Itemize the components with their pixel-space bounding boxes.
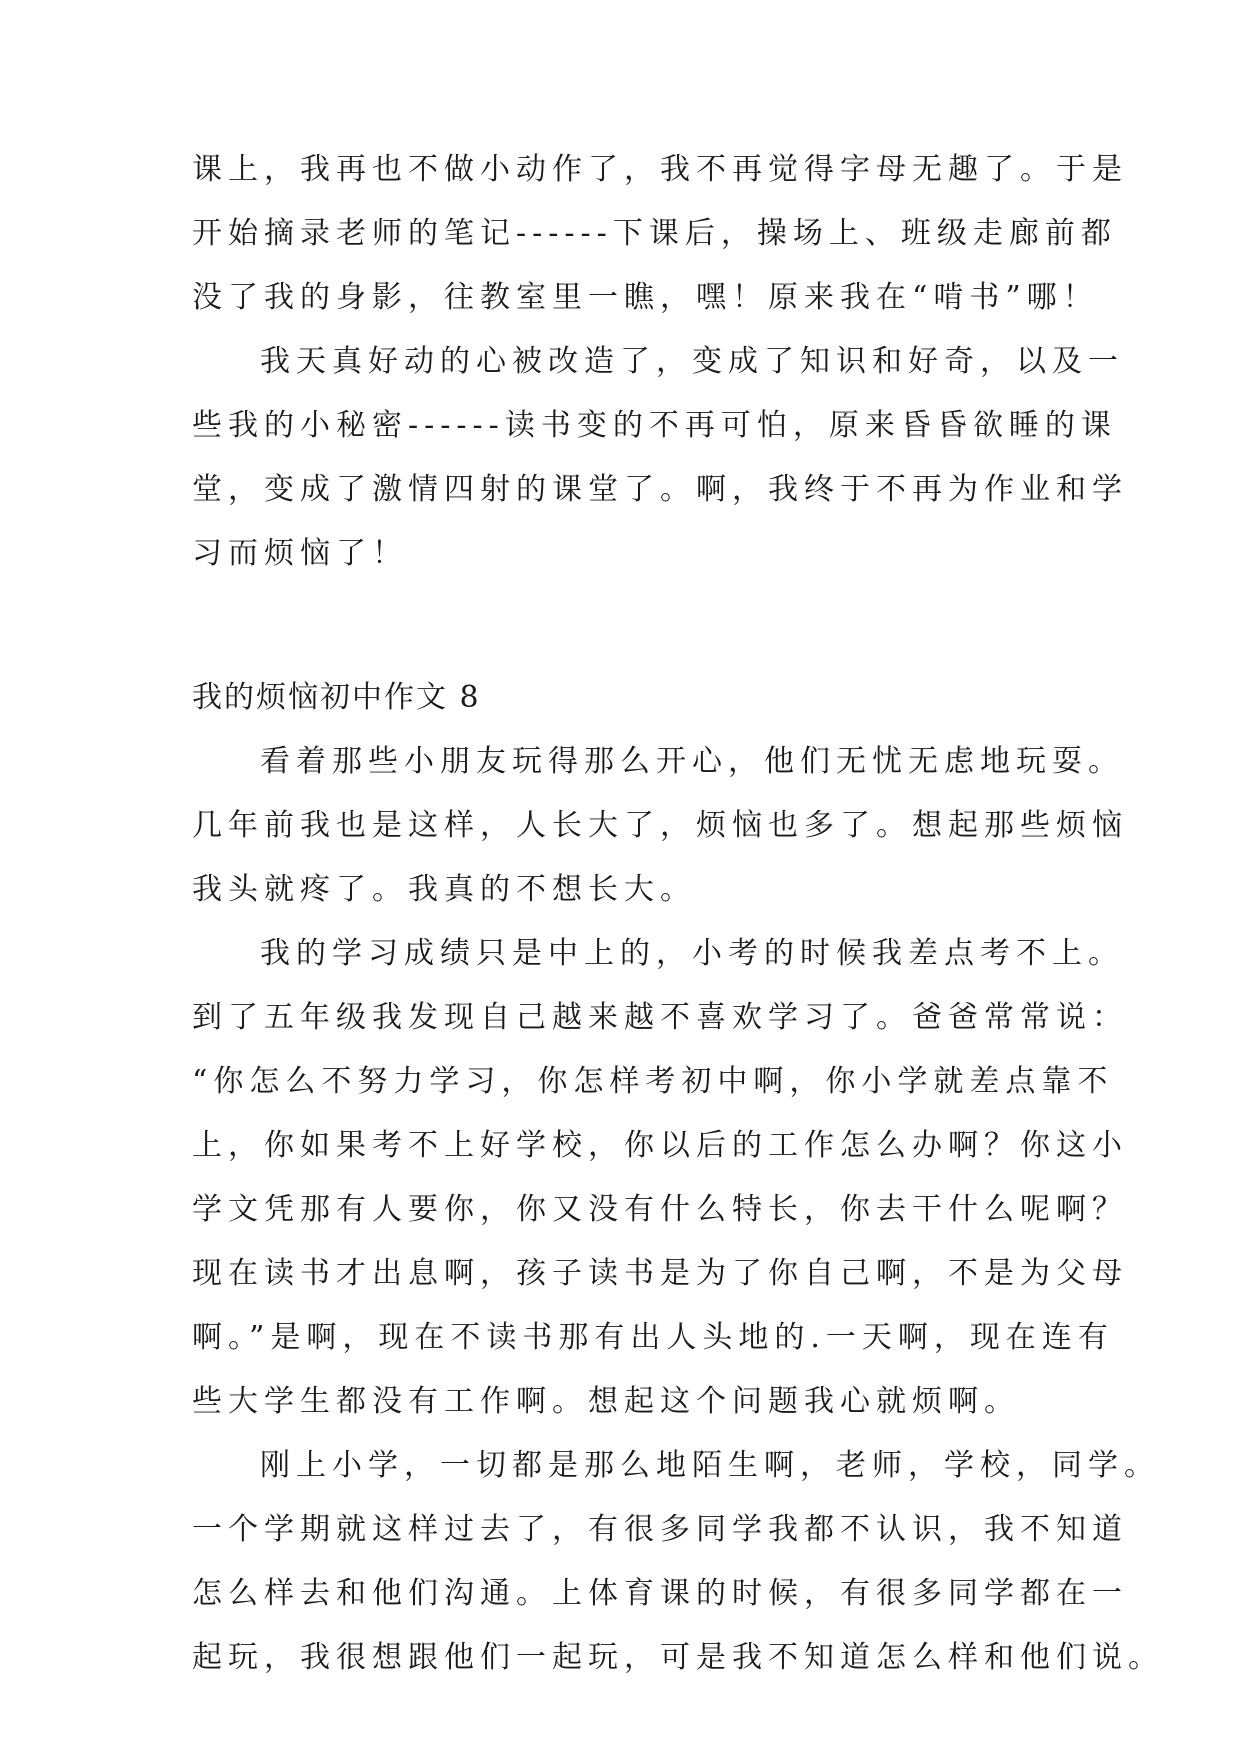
text-line: 几年前我也是这样，人长大了，烦恼也多了。想起那些烦恼 (192, 808, 1128, 843)
text-line: 课上，我再也不做小动作了，我不再觉得字母无趣了。于是 (192, 152, 1128, 187)
text-line: 刚上小学，一切都是那么地陌生啊，老师，学校，同学。 (260, 1448, 1160, 1483)
text-line: 一个学期就这样过去了，有很多同学我都不认识，我不知道 (192, 1512, 1128, 1547)
text-line: 啊。”是啊，现在不读书那有出人头地的.一天啊，现在连有 (192, 1320, 1114, 1355)
section-gap (192, 603, 1062, 683)
paragraph (192, 744, 1128, 939)
text-line: 怎么样去和他们沟通。上体育课的时候，有很多同学都在一 (192, 1576, 1128, 1611)
text-line: 开始摘录老师的笔记------下课后，操场上、班级走廊前都 (192, 216, 1117, 251)
text-line: 堂，变成了激情四射的课堂了。啊，我终于不再为作业和学 (192, 472, 1128, 507)
section-heading (192, 680, 1062, 747)
text-line: 现在读书才出息啊，孩子读书是为了你自己啊，不是为父母 (192, 1256, 1128, 1291)
text-line: 些大学生都没有工作啊。想起这个问题我心就烦啊。 (192, 1384, 1020, 1419)
text-line: 起玩，我很想跟他们一起玩，可是我不知道怎么样和他们说。 (192, 1640, 1164, 1675)
text-line: 习而烦恼了！ (192, 536, 408, 571)
text-line: 看着那些小朋友玩得那么开心，他们无忧无虑地玩耍。 (260, 744, 1124, 779)
text-line: 我天真好动的心被改造了，变成了知识和好奇，以及一 (260, 344, 1124, 379)
paragraph (192, 936, 1128, 1451)
text-line: 些我的小秘密------读书变的不再可怕，原来昏昏欲睡的课 (192, 408, 1117, 443)
text-line: 我的学习成绩只是中上的，小考的时候我差点考不上。 (260, 936, 1124, 971)
text-line: 学文凭那有人要你，你又没有什么特长，你去干什么呢啊？ (192, 1192, 1128, 1227)
text-line: 上，你如果考不上好学校，你以后的工作怎么办啊？你这小 (192, 1128, 1128, 1163)
paragraph (192, 344, 1128, 603)
text-line: 我头就疼了。我真的不想长大。 (192, 872, 696, 907)
text-line: 到了五年级我发现自己越来越不喜欢学习了。爸爸常常说： (192, 1000, 1128, 1035)
text-line: 没了我的身影，往教室里一瞧，嘿！原来我在“啃书”哪！ (192, 280, 1099, 315)
document-page (192, 152, 1164, 1707)
heading-line: 我的烦恼初中作文 8 (192, 680, 481, 715)
text-line: “你怎么不努力学习，你怎样考初中啊，你小学就差点靠不 (192, 1064, 1114, 1099)
paragraph (192, 1448, 1164, 1707)
paragraph (192, 152, 1128, 347)
